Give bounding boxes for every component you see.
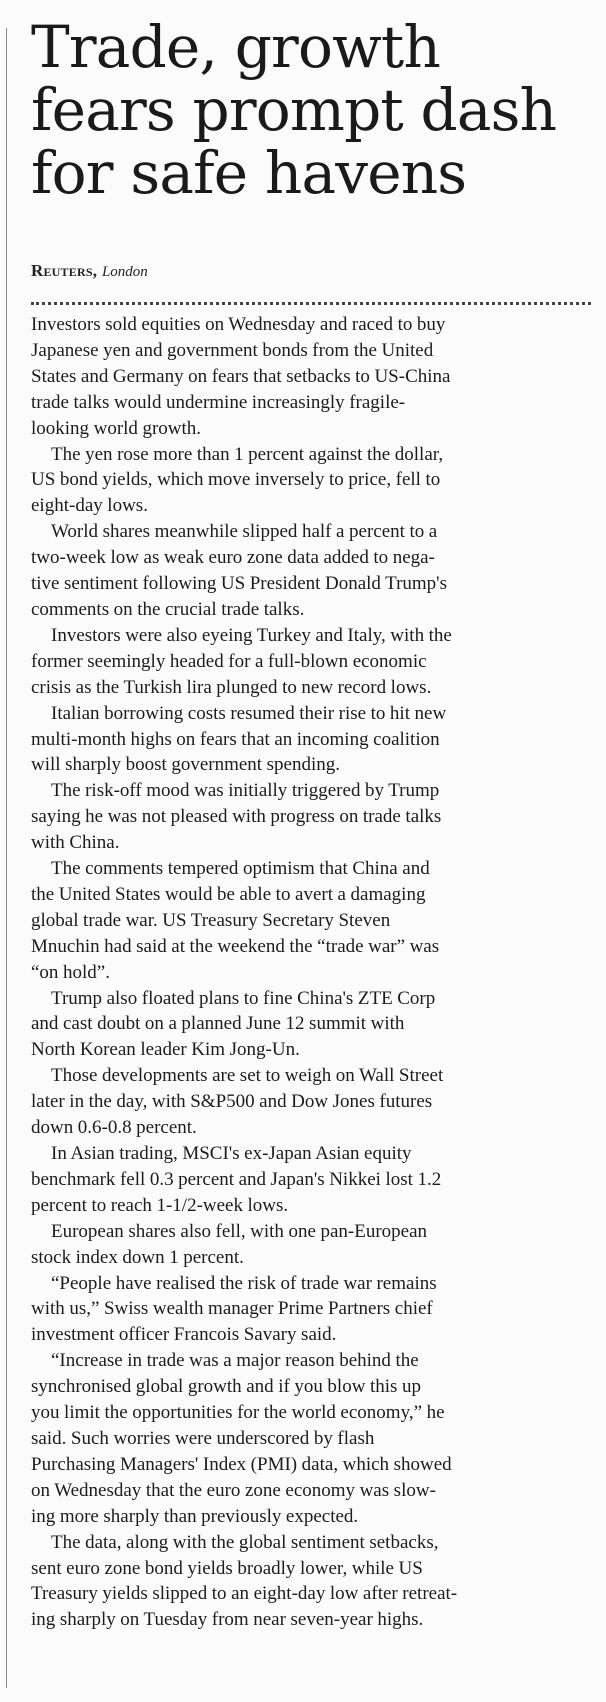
paragraph-line: sent euro zone bond yields broadly lower, while US (31, 1557, 423, 1579)
paragraph-line: you limit the opportunities for the world economy,” he (31, 1402, 445, 1424)
article-paragraph (31, 701, 597, 779)
headline-line: fears prompt dash (31, 76, 557, 144)
byline-agency: Reuters, (31, 261, 98, 280)
byline-place: London (101, 264, 148, 280)
dotted-divider (31, 302, 591, 305)
paragraph-line: investment officer Francois Savary said. (31, 1324, 337, 1346)
article-paragraph (31, 1141, 597, 1219)
paragraph-line: “on hold”. (31, 961, 110, 983)
paragraph-line: Those developments are set to weigh on Wall Street (51, 1065, 444, 1087)
article-paragraph (31, 986, 597, 1064)
paragraph-line: Trump also floated plans to fine China's ZTE Corp (51, 987, 436, 1009)
paragraph-line: The yen rose more than 1 percent against the dollar, (51, 443, 444, 465)
paragraph-line: Investors were also eyeing Turkey and Italy, with the (51, 624, 452, 646)
article-body (31, 312, 597, 1633)
paragraph-line: Japanese yen and government bonds from the United (31, 339, 434, 361)
paragraph-line: ing sharply on Tuesday from near seven-year highs. (31, 1609, 424, 1631)
article-paragraph (31, 623, 597, 701)
paragraph-line: former seemingly headed for a full-blown economic (31, 650, 427, 672)
paragraph-line: trade talks would undermine increasingly fragile- (31, 391, 406, 413)
paragraph-line: will sharply boost government spending. (31, 754, 340, 776)
paragraph-line: two-week low as weak euro zone data added to nega- (31, 547, 435, 569)
paragraph-line: World shares meanwhile slipped half a percent to a (51, 521, 438, 543)
paragraph-line: ing more sharply than previously expected. (31, 1505, 359, 1527)
paragraph-line: with China. (31, 832, 120, 854)
paragraph-line: stock index down 1 percent. (31, 1246, 244, 1268)
paragraph-line: said. Such worries were underscored by flash (31, 1427, 375, 1449)
paragraph-line: US bond yields, which move inversely to price, fell to (31, 469, 441, 491)
paragraph-line: States and Germany on fears that setbacks to US-China (31, 365, 451, 387)
article-paragraph (31, 778, 597, 856)
article-paragraph (31, 1271, 597, 1349)
paragraph-line: “Increase in trade was a major reason behind the (51, 1350, 419, 1372)
article-paragraph (31, 1530, 597, 1634)
paragraph-line: and cast doubt on a planned June 12 summit with (31, 1013, 405, 1035)
paragraph-line: on Wednesday that the euro zone economy was slow- (31, 1479, 436, 1501)
headline-line: for safe havens (31, 139, 467, 207)
paragraph-line: In Asian trading, MSCI's ex-Japan Asian equity (51, 1143, 412, 1164)
column-rule (6, 28, 7, 1688)
paragraph-line: tive sentiment following US President Donald Trump's (31, 573, 448, 595)
byline (31, 261, 148, 282)
paragraph-line: “People have realised the risk of trade war remains (51, 1272, 437, 1294)
article-paragraph (31, 856, 597, 986)
headline-line: Trade, growth (31, 13, 440, 81)
paragraph-line: down 0.6-0.8 percent. (31, 1117, 197, 1139)
paragraph-line: Italian borrowing costs resumed their rise to hit new (51, 702, 447, 724)
paragraph-line: North Korean leader Kim Jong-Un. (31, 1039, 300, 1061)
paragraph-line: crisis as the Turkish lira plunged to new record lows. (31, 676, 432, 698)
article-paragraph (31, 1348, 597, 1529)
paragraph-line: comments on the crucial trade talks. (31, 598, 305, 620)
paragraph-line: looking world growth. (31, 417, 202, 439)
article-paragraph (31, 1063, 597, 1141)
paragraph-line: percent to reach 1-1/2-week lows. (31, 1194, 289, 1216)
headline (31, 13, 591, 207)
paragraph-line: Treasury yields slipped to an eight-day low after retreat- (31, 1583, 458, 1605)
paragraph-line: The data, along with the global sentiment setbacks, (51, 1531, 439, 1553)
paragraph-line: global trade war. US Treasury Secretary Steven (31, 909, 391, 931)
paragraph-line: saying he was not pleased with progress on trade talks (31, 806, 442, 828)
paragraph-line: Purchasing Managers' Index (PMI) data, which showed (31, 1453, 452, 1475)
paragraph-line: multi-month highs on fears that an incoming coalition (31, 728, 440, 750)
article-paragraph (31, 442, 597, 520)
paragraph-line: The risk-off mood was initially triggered by Trump (51, 780, 440, 802)
article-paragraph (31, 519, 597, 623)
paragraph-line: Investors sold equities on Wednesday and raced to buy (31, 314, 446, 335)
paragraph-line: benchmark fell 0.3 percent and Japan's Nikkei lost 1.2 (31, 1168, 442, 1190)
paragraph-line: Mnuchin had said at the weekend the “trade war” was (31, 935, 440, 957)
paragraph-line: European shares also fell, with one pan-European (51, 1220, 428, 1242)
paragraph-line: later in the day, with S&P500 and Dow Jones futures (31, 1091, 433, 1113)
paragraph-line: the United States would be able to avert a damaging (31, 883, 426, 905)
paragraph-line: The comments tempered optimism that China and (51, 858, 430, 880)
paragraph-line: eight-day lows. (31, 495, 148, 517)
article-paragraph (31, 1219, 597, 1271)
paragraph-line: with us,” Swiss wealth manager Prime Partners chief (31, 1298, 433, 1320)
paragraph-line: synchronised global growth and if you blow this up (31, 1376, 421, 1398)
article-paragraph (31, 312, 597, 442)
